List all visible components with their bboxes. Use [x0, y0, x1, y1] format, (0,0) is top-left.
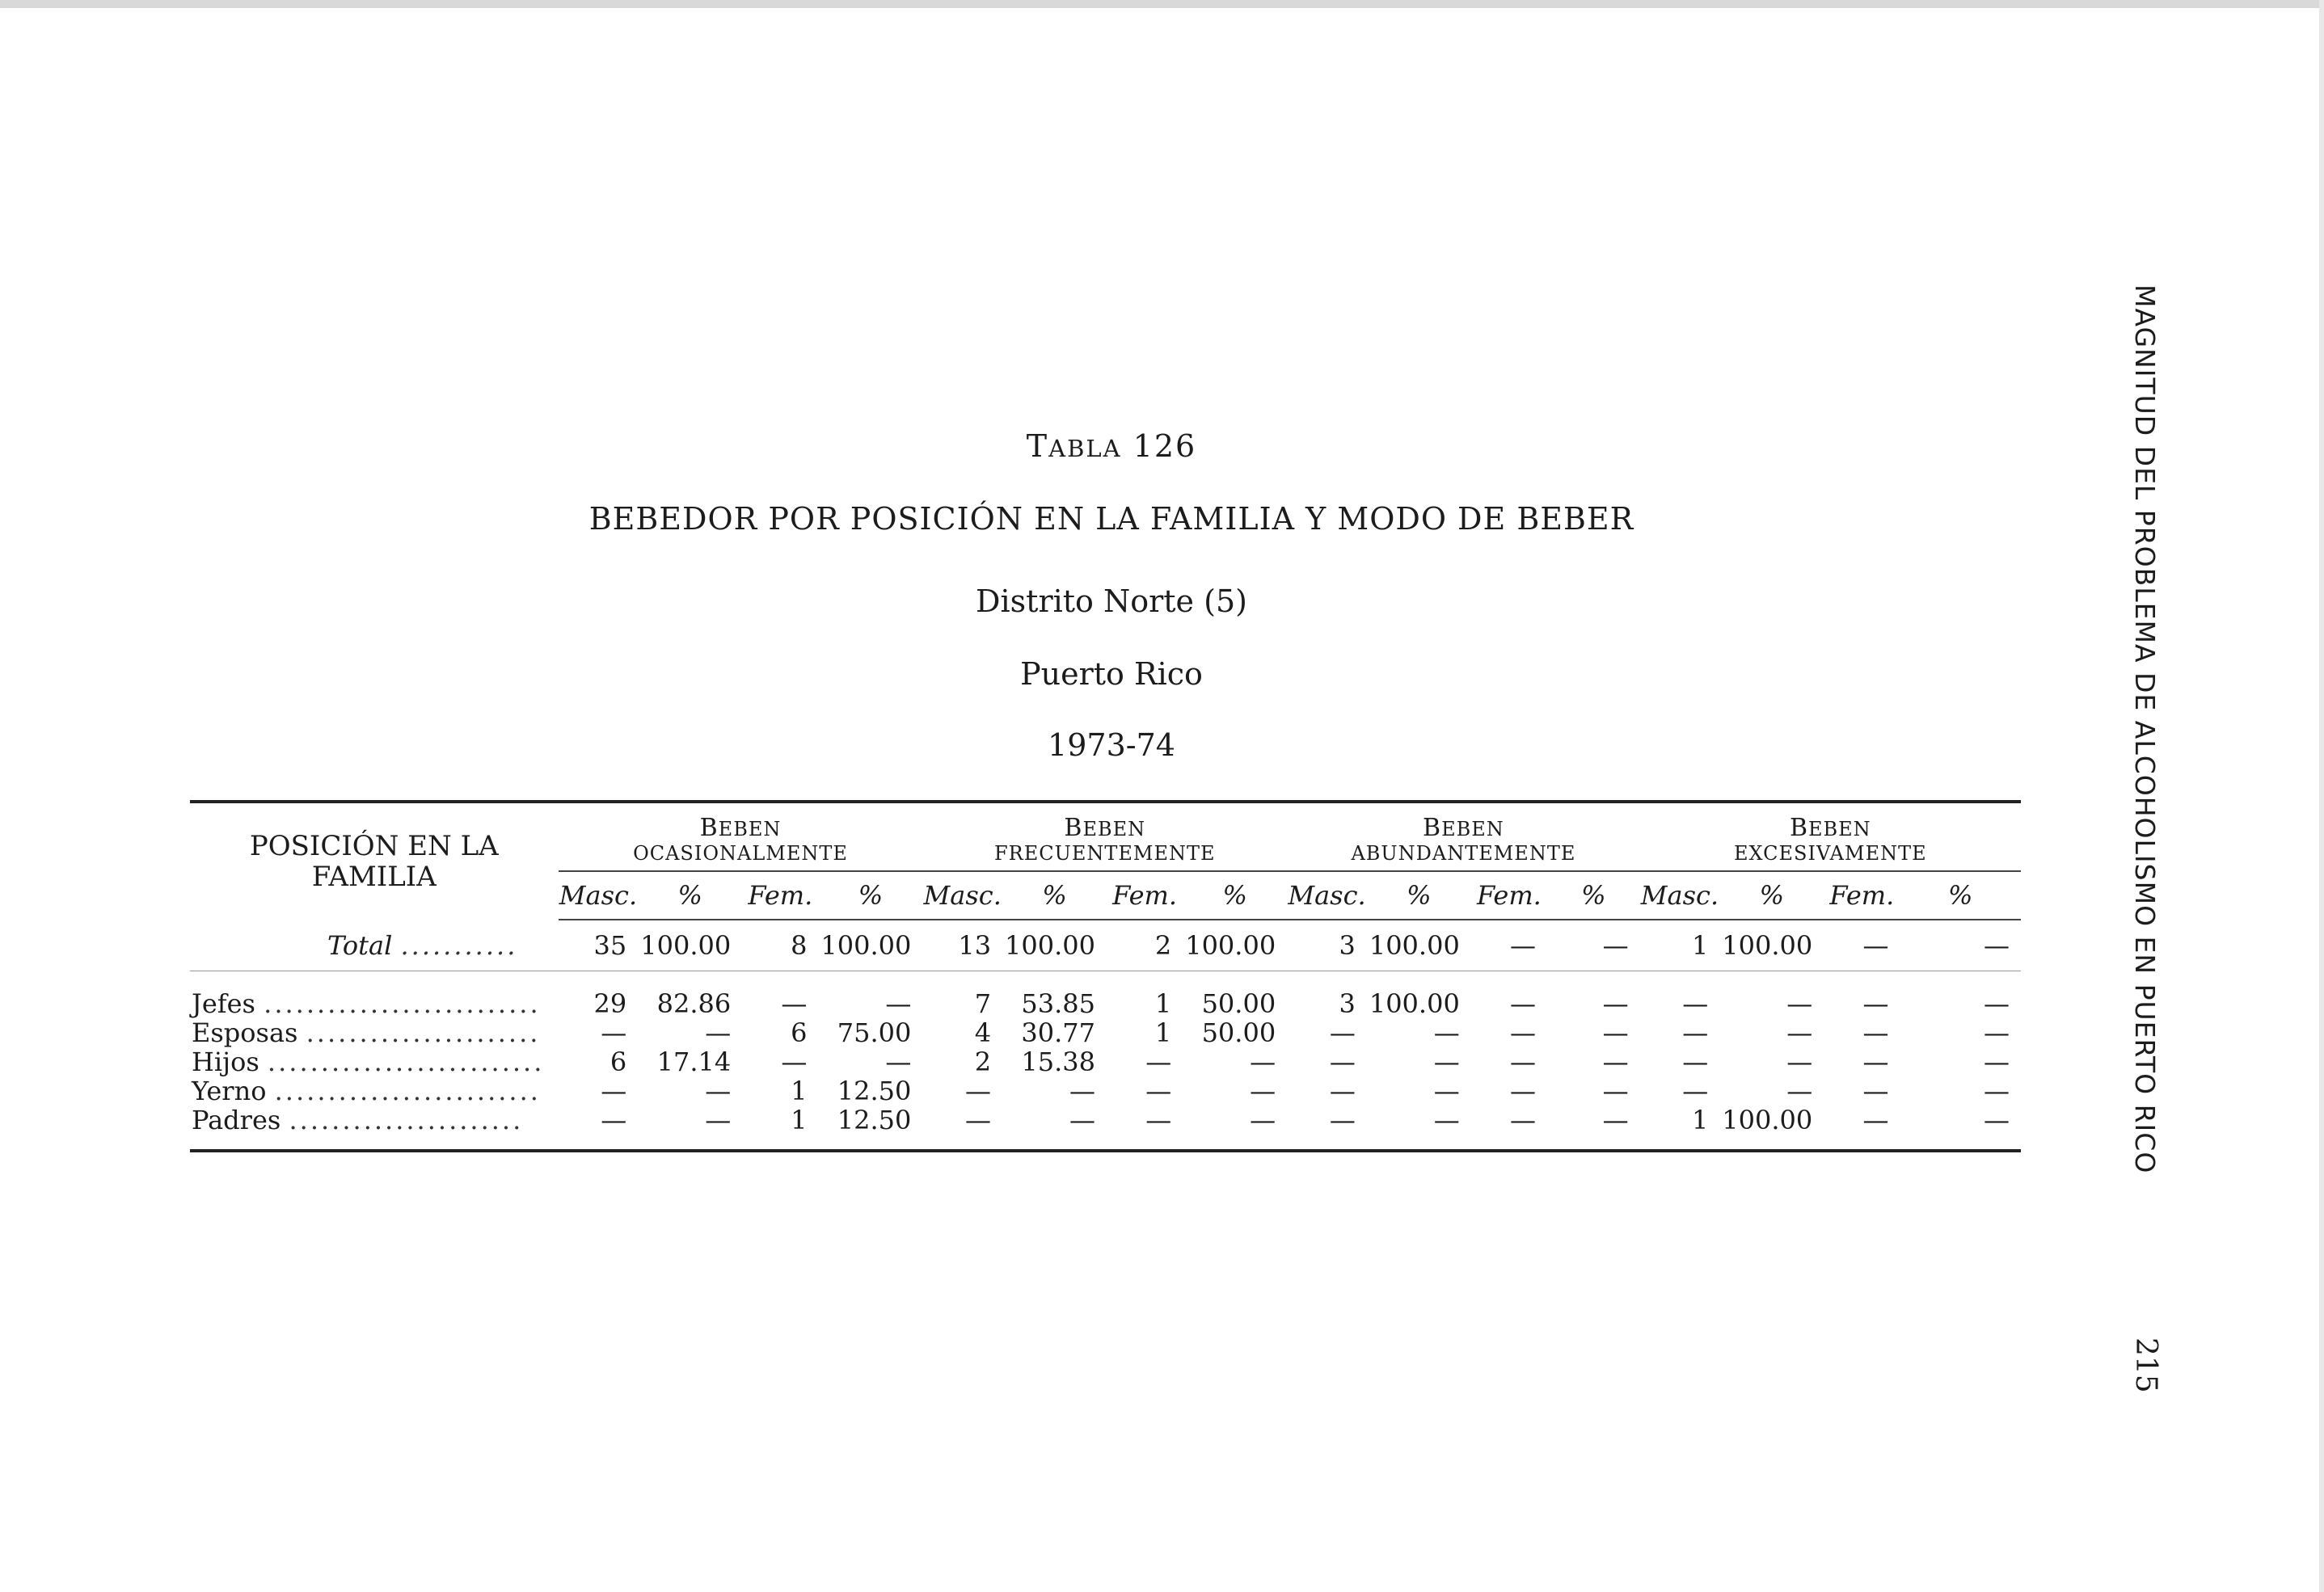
table-cell: 1	[1154, 1017, 1172, 1048]
table-cell: 7	[974, 988, 992, 1019]
dot-leader: .........................	[274, 1076, 541, 1106]
pct-header: %	[1547, 871, 1640, 920]
total-label-cell	[190, 920, 559, 971]
table-cell: —	[1682, 1047, 1709, 1077]
table-cell: —	[1433, 1105, 1460, 1135]
total-cell: —	[1602, 930, 1629, 961]
group-word-initial: B	[1789, 814, 1808, 842]
table-cell: 1	[1154, 988, 1172, 1019]
row-label-cell	[190, 1047, 559, 1076]
table-title: BEBEDOR POR POSICIÓN EN LA FAMILIA Y MODO DE BEBER	[588, 501, 1634, 537]
group-header-excesivo	[1640, 802, 2021, 871]
group-header-abundante	[1287, 802, 1639, 871]
table-cell: —	[1329, 1047, 1356, 1077]
table-cell: —	[1509, 1105, 1536, 1135]
group-mode-label: ABUNDANTEMENTE	[1351, 842, 1576, 865]
dot-leader: ......................	[289, 1105, 524, 1135]
scan-right-edge	[2319, 0, 2324, 1592]
pct-header: %	[638, 871, 742, 920]
table-cell: 100.00	[1369, 988, 1460, 1019]
table-cell: —	[1984, 1076, 2010, 1106]
total-cell: 100.00	[1005, 930, 1096, 961]
table-cell: —	[781, 1047, 808, 1077]
fem-header: Fem.	[742, 871, 818, 920]
group-word-rest: EBEN	[718, 818, 782, 840]
fem-header: Fem.	[1107, 871, 1183, 920]
group-word-initial: B	[699, 814, 719, 842]
table-cell: 12.50	[837, 1105, 912, 1135]
table-cell: 82.86	[656, 988, 732, 1019]
total-cell: 35	[593, 930, 627, 961]
dot-leader: ...........	[400, 929, 518, 961]
group-mode-label: FRECUENTEMENTE	[994, 842, 1216, 865]
masc-header: Masc.	[1640, 871, 1720, 920]
table-cell: 6	[609, 1047, 627, 1077]
table-row	[190, 1018, 2021, 1047]
table-cell: —	[1862, 1105, 1889, 1135]
table-cell: —	[1433, 1047, 1460, 1077]
row-label: Esposas	[192, 1017, 298, 1048]
table-cell: —	[1329, 1017, 1356, 1048]
table-cell: —	[1250, 1076, 1276, 1106]
table-cell: —	[1329, 1105, 1356, 1135]
table-cell: —	[1984, 1105, 2010, 1135]
total-cell: 8	[791, 930, 808, 961]
table-cell: —	[1145, 1105, 1172, 1135]
table-cell: —	[781, 988, 808, 1019]
table-cell: —	[1602, 988, 1629, 1019]
row-label: Jefes	[192, 988, 255, 1019]
table-cell: —	[1433, 1017, 1460, 1048]
table-cell: —	[1509, 988, 1536, 1019]
table-cell: —	[885, 1047, 912, 1077]
table-place: Puerto Rico	[1020, 656, 1203, 692]
table-cell: —	[965, 1076, 992, 1106]
total-cell: 100.00	[640, 930, 732, 961]
total-cell: 100.00	[1369, 930, 1460, 961]
table-row	[190, 1047, 2021, 1076]
table-cell: 6	[791, 1017, 808, 1048]
pct-header: %	[1367, 871, 1471, 920]
table-cell: 1	[791, 1076, 808, 1106]
table-cell: —	[1862, 988, 1889, 1019]
pct-header: %	[1183, 871, 1287, 920]
table-cell: 1	[1691, 1105, 1709, 1135]
group-word-rest: EBEN	[1082, 818, 1146, 840]
total-cell: —	[1984, 930, 2010, 961]
table-cell: —	[885, 988, 912, 1019]
tabla-number-value: 126	[1132, 428, 1197, 464]
total-cell: 1	[1691, 930, 1709, 961]
fem-header: Fem.	[1824, 871, 1900, 920]
table-cell: 3	[1339, 988, 1356, 1019]
table-cell: 2	[974, 1047, 992, 1077]
scan-top-edge	[0, 0, 2324, 8]
table-cell: —	[1509, 1047, 1536, 1077]
pct-header: %	[818, 871, 922, 920]
table-cell: —	[1984, 988, 2010, 1019]
group-header-row	[190, 802, 2021, 871]
total-cell: —	[1862, 930, 1889, 961]
row-label: Yerno	[192, 1076, 267, 1106]
table-cell: 53.85	[1021, 988, 1096, 1019]
table-cell: —	[1602, 1076, 1629, 1106]
table-district: Distrito Norte (5)	[976, 583, 1247, 619]
pct-header: %	[1002, 871, 1107, 920]
table-cell: —	[1682, 1017, 1709, 1048]
total-cell: 100.00	[820, 930, 912, 961]
table-cell: —	[1250, 1105, 1276, 1135]
tabla-rest: ABLA	[1048, 435, 1122, 462]
masc-header: Masc.	[1287, 871, 1367, 920]
total-label: Total	[327, 929, 393, 961]
table-cell: —	[601, 1076, 627, 1106]
row-label-cell	[190, 1076, 559, 1106]
table-cell: —	[601, 1017, 627, 1048]
group-header-ocasional	[559, 802, 923, 871]
row-label-cell	[190, 989, 559, 1018]
total-cell: —	[1509, 930, 1536, 961]
table-cell: 17.14	[656, 1047, 732, 1077]
position-column-header: POSICIÓN EN LA FAMILIA	[249, 830, 499, 893]
table-cell: —	[1786, 1017, 1813, 1048]
table-cell: —	[1145, 1076, 1172, 1106]
group-mode-label: EXCESIVAMENTE	[1733, 842, 1927, 865]
table-cell: —	[1145, 1047, 1172, 1077]
row-label: Hijos	[192, 1047, 259, 1077]
row-label: Padres	[192, 1105, 281, 1135]
total-cell: 100.00	[1185, 930, 1276, 961]
total-cell: 3	[1339, 930, 1356, 961]
table-cell: 50.00	[1201, 988, 1276, 1019]
table-cell: —	[1602, 1105, 1629, 1135]
total-cell: 2	[1154, 930, 1172, 961]
table-cell: —	[1984, 1017, 2010, 1048]
table-cell: —	[601, 1105, 627, 1135]
table-cell: —	[1602, 1017, 1629, 1048]
table-cell: 15.38	[1021, 1047, 1096, 1077]
table-cell: 30.77	[1021, 1017, 1096, 1048]
total-cell: 100.00	[1722, 930, 1813, 961]
table-cell: —	[1509, 1076, 1536, 1106]
table-cell: —	[705, 1017, 732, 1048]
total-cell: 13	[958, 930, 992, 961]
table-cell: —	[1786, 1076, 1813, 1106]
total-row	[190, 920, 2021, 971]
table-cell: 75.00	[837, 1017, 912, 1048]
group-word-rest: EBEN	[1441, 818, 1504, 840]
table-cell: —	[1862, 1017, 1889, 1048]
pct-header: %	[1900, 871, 2021, 920]
group-word-rest: EBEN	[1808, 818, 1871, 840]
table-cell: —	[705, 1105, 732, 1135]
table-cell: —	[1509, 1017, 1536, 1048]
table-cell: —	[1602, 1047, 1629, 1077]
tabla-initial: T	[1026, 428, 1049, 464]
divider-cell	[190, 971, 2021, 990]
dot-leader: ..........................	[267, 1047, 545, 1077]
table-cell: —	[1250, 1047, 1276, 1077]
table-cell: —	[1786, 988, 1813, 1019]
group-word-initial: B	[1423, 814, 1442, 842]
table-row	[190, 1106, 2021, 1151]
table-row	[190, 989, 2021, 1018]
masc-header: Masc.	[922, 871, 1002, 920]
table-cell: —	[1862, 1047, 1889, 1077]
table-cell: —	[1862, 1076, 1889, 1106]
table-cell: —	[705, 1076, 732, 1106]
table-cell: —	[965, 1105, 992, 1135]
table-cell: 4	[974, 1017, 992, 1048]
table-cell: 100.00	[1722, 1105, 1813, 1135]
fem-header: Fem.	[1471, 871, 1547, 920]
table-cell: 1	[791, 1105, 808, 1135]
table-number	[0, 428, 2223, 464]
running-title: MAGNITUD DEL PROBLEMA DE ALCOHOLISMO EN PUERTO RICO	[2129, 284, 2161, 1174]
row-label-cell	[190, 1106, 559, 1151]
table-cell: 50.00	[1201, 1017, 1276, 1048]
table-cell: —	[1069, 1105, 1096, 1135]
table-cell: —	[1682, 988, 1709, 1019]
total-divider	[190, 971, 2021, 990]
page-number: 215	[2129, 1337, 2162, 1393]
table-cell: 29	[593, 988, 627, 1019]
table-cell: 12.50	[837, 1076, 912, 1106]
group-mode-label: OCASIONALMENTE	[633, 842, 848, 865]
dot-leader: ..........................	[264, 988, 541, 1019]
table-cell: —	[1069, 1076, 1096, 1106]
table-cell: —	[1329, 1076, 1356, 1106]
table-cell: —	[1433, 1076, 1460, 1106]
table-cell: —	[1984, 1047, 2010, 1077]
pct-header: %	[1719, 871, 1824, 920]
group-word-initial: B	[1064, 814, 1083, 842]
data-table	[190, 800, 2021, 1152]
table-row	[190, 1076, 2021, 1106]
row-label-cell	[190, 1018, 559, 1047]
dot-leader: ......................	[306, 1017, 541, 1048]
masc-header: Masc.	[559, 871, 639, 920]
group-header-frecuente	[922, 802, 1287, 871]
table-years: 1973-74	[1048, 727, 1175, 763]
table-cell: —	[1682, 1076, 1709, 1106]
table-cell: —	[1786, 1047, 1813, 1077]
